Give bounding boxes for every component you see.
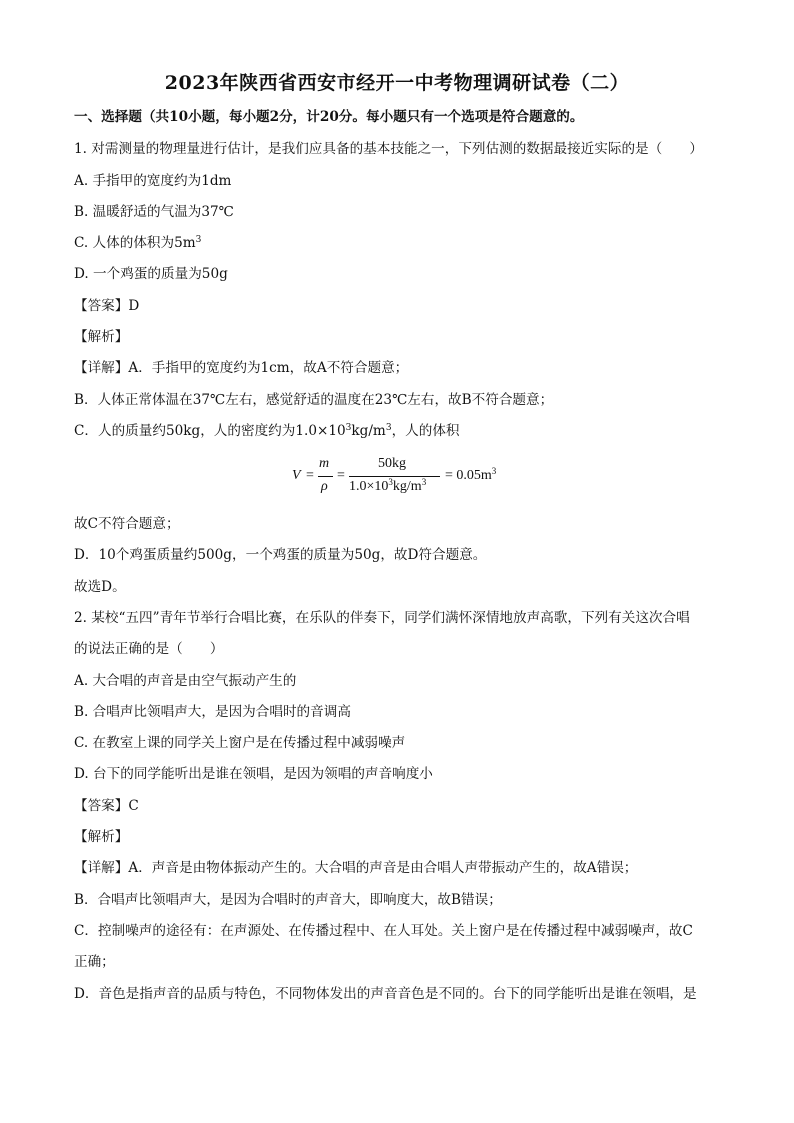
q2-detail-b: B．合唱声比领唱声大，是因为合唱时的声音大，即响度大，故B错误； (74, 892, 502, 908)
formula-eq1: = (306, 468, 314, 483)
q2-detail-d: D．音色是指声音的品质与特色，不同物体发出的声音音色是不同的。台下的同学能听出是谁在领唱，是 (74, 986, 697, 1002)
q2-option-d: D. 台下的同学能听出是谁在领唱，是因为领唱的声音响度小 (74, 766, 433, 782)
q2-answer: 【答案】C (74, 798, 139, 814)
q1-conclusion: 故选D。 (74, 579, 126, 595)
q1-detail-c-end: 故C不符合题意； (74, 516, 180, 532)
q2-detail-c2: 正确； (74, 954, 115, 970)
q1-detail-c (74, 422, 724, 440)
q1-option-b: B. 温暖舒适的气温为37℃ (74, 204, 234, 220)
formula-num1: m (319, 456, 330, 471)
q1-detail-c-sup1: 3 (345, 423, 352, 433)
q2-stem-line1: 2. 某校“五四”青年节举行合唱比赛，在乐队的伴奏下，同学们满怀深情地放声高歌，下列有关这次合唱 (74, 610, 690, 626)
q2-option-a: A. 大合唱的声音是由空气振动产生的 (74, 673, 297, 689)
q1-detail-d: D．10个鸡蛋质量约500g，一个鸡蛋的质量为50g，故D符合题意。 (74, 547, 487, 563)
formula-result-pre: = 0.05m (445, 468, 492, 483)
q1-detail-b: B．人体正常体温在37℃左右，感觉舒适的温度在23℃左右，故B不符合题意； (74, 392, 554, 408)
q2-option-b: B. 合唱声比领唱声大，是因为合唱时的音调高 (74, 704, 351, 720)
formula-lhs: V (292, 468, 301, 483)
formula-bar2 (349, 476, 440, 477)
q1-option-c (74, 234, 724, 252)
q2-option-c: C. 在教室上课的同学关上窗户是在传播过程中减弱噪声 (74, 735, 406, 751)
formula-den2-pre: 1.0×10 (349, 479, 389, 494)
q1-option-c-sup: 3 (195, 235, 202, 245)
formula-eq2: = (337, 468, 345, 483)
formula-num2: 50kg (378, 456, 406, 471)
q1-option-a: A. 手指甲的宽度约为1dm (74, 173, 232, 189)
q1-answer: 【答案】D (74, 298, 140, 314)
section-heading: 一、选择题（共10小题，每小题2分，计20分。每小题只有一个选项是符合题意的。 (74, 109, 584, 125)
formula-bar1 (318, 476, 333, 477)
q1-detail-c-pre: C．人的质量约50kg，人的密度约为1.0×10 (74, 423, 346, 439)
q1-option-c-text: C. 人体的体积为5m (74, 235, 196, 251)
q1-stem: 1. 对需测量的物理量进行估计，是我们应具备的基本技能之一，下列估测的数据最接近实际的是（ ） (74, 141, 704, 157)
q1-detail-c-post: ，人的体积 (391, 423, 460, 439)
formula-den2-sup2: 3 (421, 477, 427, 487)
formula-den2 (349, 479, 426, 495)
q1-option-d: D. 一个鸡蛋的质量为50g (74, 266, 228, 282)
q2-stem-line2: 的说法正确的是（ ） (74, 641, 224, 657)
page-title: 2023年陕西省西安市经开一中考物理调研试卷（二） (164, 72, 630, 94)
formula-result (445, 468, 496, 484)
q1-detail-c-sup2: 3 (385, 423, 392, 433)
q1-analysis: 【解析】 (74, 329, 129, 345)
q2-analysis: 【解析】 (74, 829, 129, 845)
q1-detail-c-mid: kg/m (351, 423, 386, 439)
formula-den2-mid: kg/m (392, 479, 422, 494)
formula-den2-sup1: 3 (388, 477, 393, 487)
q1-detail-a: 【详解】A．手指甲的宽度约为1cm，故A不符合题意； (74, 360, 409, 376)
q2-detail-c1: C．控制噪声的途径有：在声源处、在传播过程中、在人耳处。关上窗户是在传播过程中减弱噪声，故C (74, 923, 693, 939)
q2-detail-a: 【详解】A．声音是由物体振动产生的。大合唱的声音是由合唱人声带振动产生的，故A错误； (74, 860, 638, 876)
formula-result-sup: 3 (491, 466, 497, 476)
volume-formula (280, 456, 540, 500)
formula-den1: ρ (321, 479, 328, 494)
